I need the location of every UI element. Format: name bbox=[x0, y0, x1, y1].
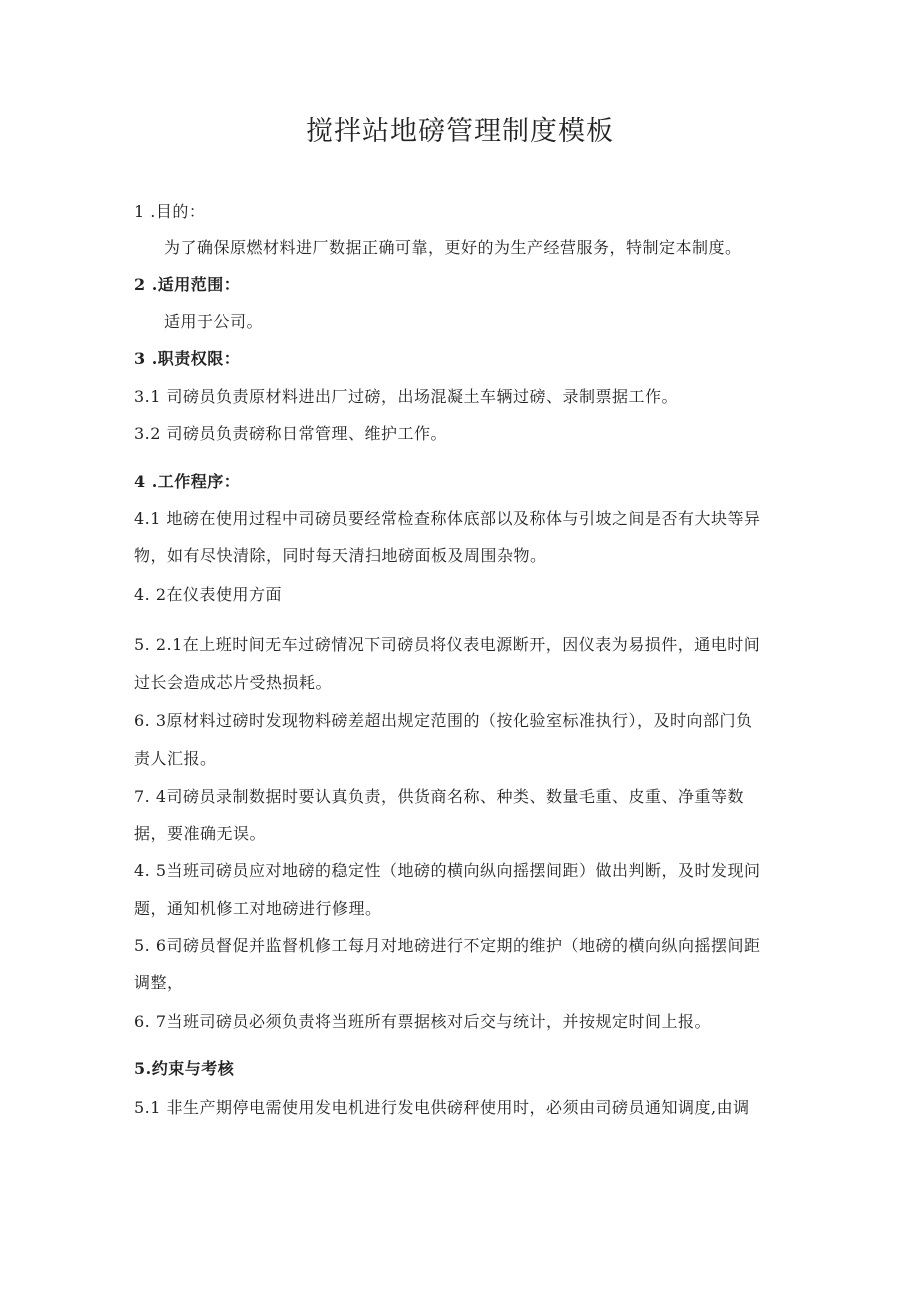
item-6-line2: 调整， bbox=[134, 973, 184, 992]
item-5-line1: 4. 5当班司磅员应对地磅的稳定性（地磅的横向纵向摇摆间距）做出判断，及时发现问 bbox=[134, 861, 761, 880]
section-4-1-line1: 4.1 地磅在使用过程中司磅员要经常检查称体底部以及称体与引坡之间是否有大块等异 bbox=[134, 509, 761, 528]
section-2-heading: 2 .适用范围： bbox=[134, 275, 241, 294]
item-7: 6. 7当班司磅员必须负责将当班所有票据核对后交与统计，并按规定时间上报。 bbox=[134, 1012, 712, 1031]
item-4-line2: 据，要准确无误。 bbox=[134, 824, 267, 843]
item-5-line2: 题，通知机修工对地磅进行修理。 bbox=[134, 899, 382, 918]
section-1-body: 为了确保原燃材料进厂数据正确可靠，更好的为生产经营服务，特制定本制度。 bbox=[164, 238, 742, 257]
document-title: 搅拌站地磅管理制度模板 bbox=[306, 116, 614, 147]
section-1-heading: 1 .目的： bbox=[134, 202, 206, 221]
section-4-2: 4. 2在仪表使用方面 bbox=[134, 585, 283, 604]
section-5-1: 5.1 非生产期停电需使用发电机进行发电供磅秤使用时，必须由司磅员通知调度,由调 bbox=[134, 1098, 750, 1117]
section-3-1: 3.1 司磅员负责原材料进出厂过磅，出场混凝土车辆过磅、录制票据工作。 bbox=[134, 387, 679, 406]
section-4-1-line2: 物，如有尽快清除，同时每天清扫地磅面板及周围杂物。 bbox=[134, 546, 547, 565]
item-2-1-line1: 5. 2.1在上班时间无车过磅情况下司磅员将仪表电源断开，因仪表为易损件，通电时间 bbox=[134, 635, 761, 654]
item-6-line1: 5. 6司磅员督促并监督机修工每月对地磅进行不定期的维护（地磅的横向纵向摇摆间距 bbox=[134, 936, 761, 955]
item-4-line1: 7. 4司磅员录制数据时要认真负责，供货商名称、种类、数量毛重、皮重、净重等数 bbox=[134, 787, 745, 806]
section-2-body: 适用于公司。 bbox=[164, 312, 264, 331]
section-3-2: 3.2 司磅员负责磅称日常管理、维护工作。 bbox=[134, 424, 448, 443]
item-3-line2: 责人汇报。 bbox=[134, 749, 217, 768]
section-3-heading: 3 .职责权限： bbox=[134, 349, 241, 368]
item-3-line1: 6. 3原材料过磅时发现物料磅差超出规定范围的（按化验室标准执行），及时向部门负 bbox=[134, 711, 753, 730]
section-5-heading: 5.约束与考核 bbox=[134, 1059, 235, 1078]
item-2-1-line2: 过长会造成芯片受热损耗。 bbox=[134, 673, 333, 692]
section-4-heading: 4 .工作程序： bbox=[134, 472, 241, 491]
